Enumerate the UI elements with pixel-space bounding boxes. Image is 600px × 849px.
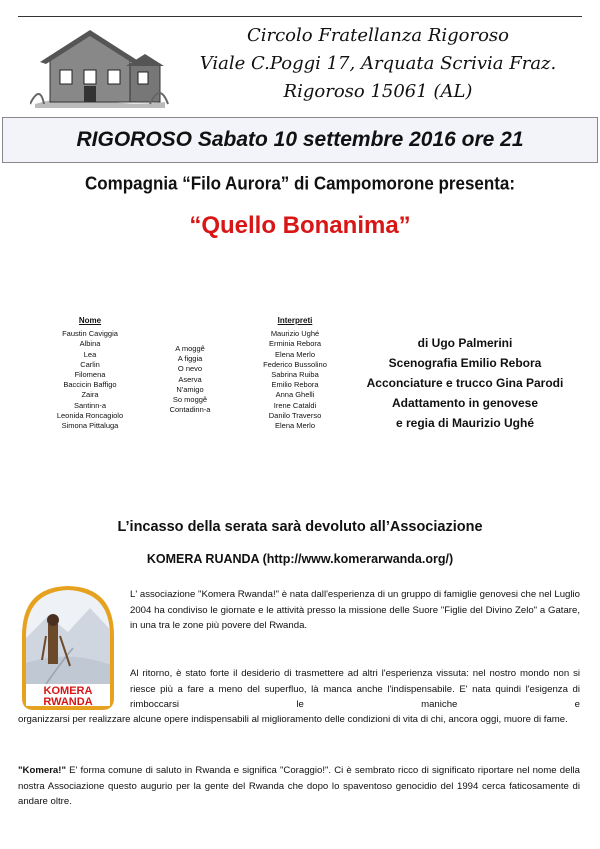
logo-text-rwanda: RWANDA bbox=[43, 696, 93, 708]
cast-name: Leonida Roncagiolo bbox=[56, 410, 124, 420]
cast-actors-column bbox=[240, 316, 350, 431]
cast-roles-column bbox=[160, 344, 220, 415]
cast-role: A moggê bbox=[175, 344, 205, 353]
cast-actor: Maurizio Ughé bbox=[270, 329, 320, 339]
cast-name: Faustin Caviggia bbox=[62, 329, 118, 339]
komera-rwanda-logo bbox=[18, 586, 118, 710]
cast-actor: Danilo Traverso bbox=[268, 410, 322, 420]
cast-name: Lea bbox=[83, 349, 97, 359]
cast-actor: Federico Bussolino bbox=[263, 359, 327, 369]
cast-actor: Erminia Rebora bbox=[268, 339, 322, 349]
cast-actor: Irene Cataldi bbox=[273, 400, 317, 410]
cast-role: A figgia bbox=[177, 354, 203, 364]
association-paragraph-return: Al ritorno, è stato forte il desiderio di trasmettere ad altri l'esperienza vissuta: nel nostro mondo non si riesce più a fare a meno del superfluo, là manca anche l'indispensabile. E' nata quindi l'esigenza di rimboccarsi le maniche e bbox=[130, 668, 580, 710]
club-header bbox=[178, 22, 578, 106]
credit-line: Acconciature e trucco Gina Parodi bbox=[366, 376, 564, 390]
company-presents: Compagnia “Filo Aurora” di Campomorone presenta: bbox=[84, 173, 516, 194]
logo-text-komera: KOMERA bbox=[43, 685, 93, 697]
cast-name: Simona Pittaluga bbox=[61, 421, 119, 431]
association-paragraph-return-cont: organizzarsi per realizzare alcune opere indispensabili al miglioramento delle condizioni di vita di chi, ancora oggi, muore di fame. bbox=[18, 714, 568, 725]
proceeds-notice: L’incasso della serata sarà devoluto all’Associazione bbox=[117, 519, 483, 535]
event-date-banner: RIGOROSO Sabato 10 settembre 2016 ore 21 bbox=[2, 117, 598, 163]
credit-line: Scenografia Emilio Rebora bbox=[388, 356, 542, 370]
cast-role: N'amigo bbox=[176, 384, 204, 394]
cast-actor: Sabrina Ruiba bbox=[271, 370, 319, 380]
cast-name: Carlin bbox=[80, 359, 100, 369]
cast-name: Baccicin Baffigo bbox=[63, 380, 117, 390]
cast-name: Zaira bbox=[81, 390, 99, 400]
cast-role: O nevo bbox=[177, 364, 203, 374]
cast-actor: Elena Merlo bbox=[274, 421, 316, 431]
komera-word: "Komera!" bbox=[18, 765, 67, 776]
cast-role: Aserva bbox=[178, 374, 202, 384]
credit-line: e regia di Maurizio Ughé bbox=[395, 416, 535, 430]
meaning-text: E' forma comune di saluto in Rwanda e significa "Coraggio!". Ci è sembrato ricco di significato riportare nel nome della nostra Associazione questo augurio per la gente del Rwanda che dopo lo spaventoso genocidio del 1994 cerca faticosamente di andare oltre. bbox=[18, 765, 580, 807]
cast-name: Filomena bbox=[74, 370, 106, 380]
club-name: Circolo Fratellanza Rigoroso bbox=[246, 25, 510, 46]
cast-actor: Anna Ghelli bbox=[275, 390, 315, 400]
cast-role: So moggê bbox=[172, 395, 208, 405]
cast-actor: Elena Merlo bbox=[274, 349, 316, 359]
cast-name: Albina bbox=[79, 339, 101, 349]
credit-line: Adattamento in genovese bbox=[391, 396, 539, 410]
play-title: “Quello Bonanima” bbox=[189, 212, 411, 239]
cast-names-column bbox=[30, 316, 150, 431]
association-paragraph-origin: L' associazione "Komera Rwanda!" è nata dall'esperienza di un gruppo di famiglie genovesi che nel Luglio 2004 ha condiviso le giornate e le attività presso la missione delle Suore "Figlie del Divino Zelo" a Gatare, in una tra le zone più povere del Rwanda. bbox=[130, 589, 580, 631]
top-rule bbox=[18, 16, 582, 17]
cast-actor: Emilio Rebora bbox=[271, 380, 319, 390]
production-credits bbox=[340, 333, 590, 433]
cast-name-header: Nome bbox=[78, 316, 102, 325]
association-paragraph-meaning bbox=[18, 763, 580, 810]
club-city: Rigoroso 15061 (AL) bbox=[283, 81, 473, 102]
cast-name: Santinn-a bbox=[73, 400, 107, 410]
house-illustration bbox=[30, 24, 170, 108]
association-heading: KOMERA RUANDA (http://www.komerarwanda.org/) bbox=[146, 552, 454, 566]
club-address: Viale C.Poggi 17, Arquata Scrivia Fraz. bbox=[199, 53, 557, 74]
credit-line: di Ugo Palmerini bbox=[417, 336, 513, 350]
cast-role: Contadinn-a bbox=[169, 405, 211, 415]
cast-actor-header: Interpreti bbox=[277, 316, 313, 325]
